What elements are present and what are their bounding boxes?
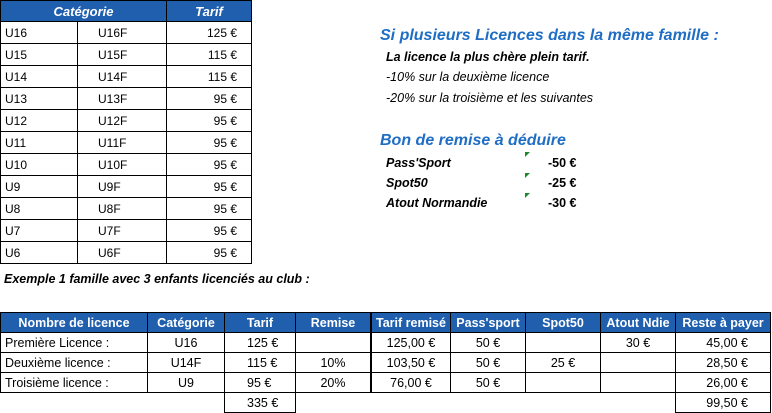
cell-atout: 30 € [601,333,676,353]
totals-row [1,393,771,413]
category-m: U14 [1,66,78,88]
example-table-header [1,313,771,333]
cell-category: U9 [148,373,225,393]
category-f: U14F [78,66,167,88]
table-row [1,110,252,132]
cell-pass-sport: 50 € [451,353,526,373]
category-m: U7 [1,220,78,242]
cell-spot50 [526,333,601,353]
category-m: U13 [1,88,78,110]
price-table-header [1,1,252,22]
category-f: U8F [78,198,167,220]
table-row [1,154,252,176]
cell-reste: 26,00 € [676,373,771,393]
col-header: Nombre de licence [1,313,148,333]
table-row [1,22,252,44]
table-row [1,373,771,393]
col-header: Tarif [225,313,296,333]
example-table [0,312,771,413]
cell-category: U16 [148,333,225,353]
category-f: U11F [78,132,167,154]
category-m: U12 [1,110,78,132]
family-title: Si plusieurs Licences dans la même famille : [380,27,719,44]
family-rule-1: La licence la plus chère plein tarif. [386,50,590,64]
vouchers-title: Bon de remise à déduire [380,132,566,149]
col-header: Atout Ndie [601,313,676,333]
family-rule-2: -10% sur la deuxième licence [386,70,550,84]
cell-tarif-remise: 76,00 € [371,373,451,393]
category-m: U16 [1,22,78,44]
table-row [1,242,252,264]
category-f: U13F [78,88,167,110]
cell-licence: Troisième licence : [1,373,148,393]
price: 95 € [167,132,252,154]
table-row [1,176,252,198]
category-f: U9F [78,176,167,198]
table-row [1,198,252,220]
voucher-name: Spot50 [386,176,428,190]
voucher-value: -25 € [548,176,577,190]
price-table [0,0,252,264]
table-row [1,66,252,88]
col-header: Spot50 [526,313,601,333]
category-f: U6F [78,242,167,264]
col-header: Reste à payer [676,313,771,333]
category-m: U6 [1,242,78,264]
voucher-name: Atout Normandie [386,196,488,210]
price: 95 € [167,242,252,264]
col-header: Pass'sport [451,313,526,333]
voucher-value: -30 € [548,196,577,210]
example-title: Exemple 1 famille avec 3 enfants licenciés au club : [4,272,310,286]
price: 115 € [167,66,252,88]
table-row [1,88,252,110]
table-row [1,44,252,66]
category-f: U16F [78,22,167,44]
cell-reste: 28,50 € [676,353,771,373]
family-rule-3: -20% sur la troisième et les suivantes [386,91,594,105]
cell-reste: 45,00 € [676,333,771,353]
cell-atout [601,373,676,393]
table-row [1,220,252,242]
cell-spot50: 25 € [526,353,601,373]
price: 95 € [167,198,252,220]
category-m: U9 [1,176,78,198]
cell-remise [296,333,372,353]
cell-remise: 10% [296,353,372,373]
total-tarif: 335 € [225,393,296,413]
comment-flag-icon [525,193,530,198]
category-f: U12F [78,110,167,132]
header-tarif: Tarif [167,1,252,22]
cell-licence: Deuxième licence : [1,353,148,373]
table-row [1,353,771,373]
price: 125 € [167,22,252,44]
cell-tarif-remise: 125,00 € [371,333,451,353]
table-row [1,132,252,154]
price: 95 € [167,176,252,198]
cell-pass-sport: 50 € [451,373,526,393]
category-m: U10 [1,154,78,176]
cell-tarif: 125 € [225,333,296,353]
voucher-name: Pass'Sport [386,156,451,170]
cell-category: U14F [148,353,225,373]
voucher-value: -50 € [548,156,577,170]
price: 95 € [167,220,252,242]
category-f: U7F [78,220,167,242]
comment-flag-icon [525,152,530,157]
col-header: Catégorie [148,313,225,333]
category-m: U11 [1,132,78,154]
price: 95 € [167,110,252,132]
cell-atout [601,353,676,373]
table-row [1,333,771,353]
cell-licence: Première Licence : [1,333,148,353]
cell-spot50 [526,373,601,393]
cell-remise: 20% [296,373,372,393]
col-header: Tarif remisé [371,313,451,333]
price: 95 € [167,154,252,176]
header-category: Catégorie [1,1,167,22]
category-m: U15 [1,44,78,66]
category-f: U15F [78,44,167,66]
price: 115 € [167,44,252,66]
cell-pass-sport: 50 € [451,333,526,353]
cell-tarif: 95 € [225,373,296,393]
col-header: Remise [296,313,372,333]
comment-flag-icon [525,173,530,178]
price: 95 € [167,88,252,110]
total-reste: 99,50 € [676,393,771,413]
cell-tarif-remise: 103,50 € [371,353,451,373]
cell-tarif: 115 € [225,353,296,373]
category-f: U10F [78,154,167,176]
category-m: U8 [1,198,78,220]
